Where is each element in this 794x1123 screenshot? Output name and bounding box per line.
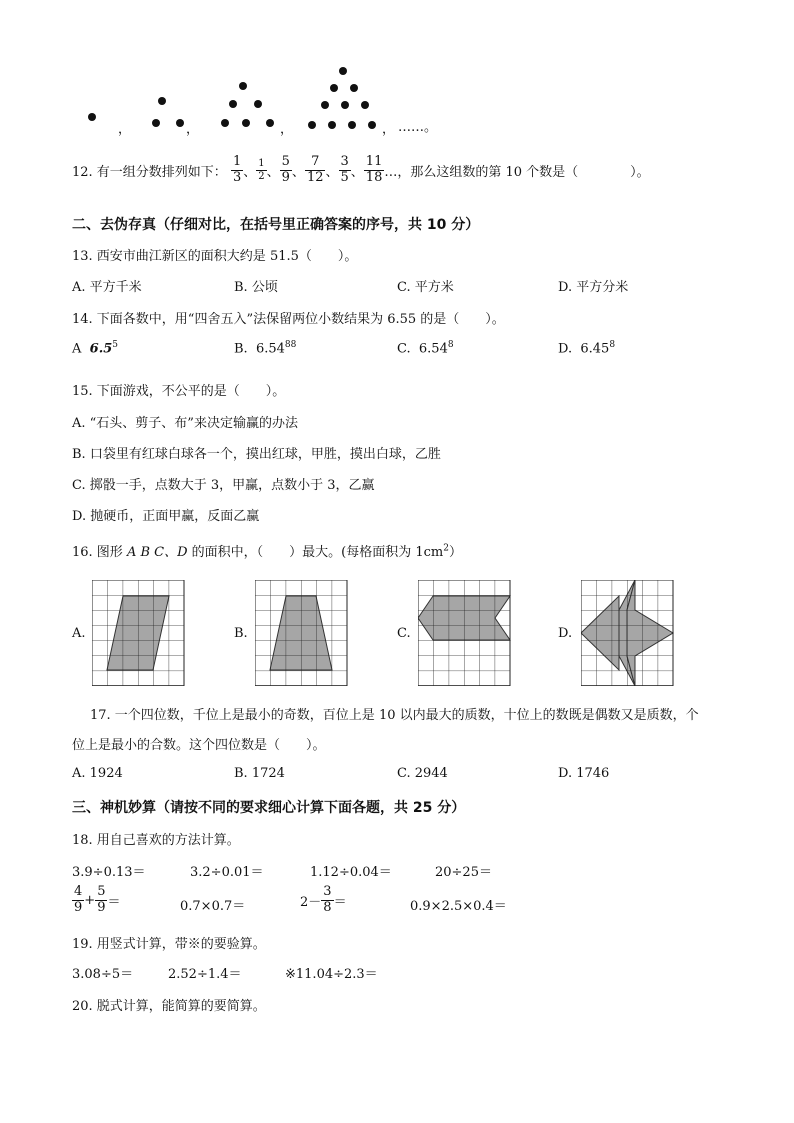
fraction: $\frac{5}{9}$ (281, 154, 290, 185)
q17-line-1: 17. 一个四位数，千位上是最小的奇数，百位上是 10 以内最大的质数，十位上的数既是偶数又是质数，个 (90, 708, 699, 723)
q19-expr-3: ※11.04÷2.3＝ (285, 967, 378, 982)
q18-stem: 18. 用自己喜欢的方法计算。 (72, 833, 240, 848)
q13-option-c: C. 平方米 (397, 280, 454, 295)
figure-label-c: C. (397, 626, 411, 641)
ellipsis: ……。 (398, 120, 438, 135)
fraction: $\frac{3}{5}$ (340, 154, 349, 185)
q19-expr-2: 2.52÷1.4＝ (168, 967, 242, 982)
section-3-title: 三、神机妙算（请按不同的要求细心计算下面各题，共 25 分） (72, 800, 466, 816)
q18-expr-5: $\frac{4}{9}$ + $\frac{5}{9}$ ＝ (74, 884, 121, 915)
q20-stem: 20. 脱式计算，能简算的要简算。 (72, 999, 266, 1014)
q15-option-a: A. “石头、剪子、布”来决定输赢的办法 (72, 416, 298, 431)
q17-option-c: C. 2944 (397, 766, 448, 781)
q15-option-d: D. 抛硬币，正面甲赢，反面乙赢 (72, 509, 260, 524)
q18-expr-7: 2－ $\frac{3}{8}$ ＝ (300, 884, 347, 915)
q18-expr-8: 0.9×2.5×0.4＝ (410, 899, 507, 914)
q12-prefix: 12. 有一组分数排列如下： (72, 164, 227, 180)
comma-1: ， (118, 122, 132, 137)
q13-stem: 13. 西安市曲江新区的面积大约是 51.5（ ）。 (72, 249, 358, 264)
fraction: $\frac{1}{2}$ (258, 158, 265, 182)
fraction: $\frac{1}{3}$ (232, 154, 242, 185)
q15-stem: 15. 下面游戏，不公平的是（ ）。 (72, 384, 286, 399)
figure-label-d: D. (558, 626, 573, 641)
q18-expr-4: 20÷25＝ (435, 865, 492, 880)
q15-option-c: C. 掷骰一手，点数大于 3，甲赢，点数小于 3，乙赢 (72, 478, 375, 493)
figure-d-arrow (581, 580, 674, 686)
q13-option-b: B. 公顷 (234, 280, 278, 295)
q14-stem: 14. 下面各数中，用“四舍五入”法保留两位小数结果为 6.55 的是（ ）。 (72, 312, 505, 327)
q18-expr-1: 3.9÷0.13＝ (72, 865, 146, 880)
comma-2: ， (186, 122, 200, 137)
figure-a-parallelogram (92, 580, 185, 686)
fraction: $\frac{11}{18}$ (365, 154, 383, 185)
comma-3: ， (280, 122, 294, 137)
q14-option-c: C. 6.54$^8$ (397, 340, 454, 357)
figure-label-a: A. (72, 626, 86, 641)
fraction: $\frac{7}{12}$ (306, 154, 324, 185)
q14-option-a: A $6.5^5$ (72, 340, 119, 357)
figure-label-b: B. (234, 626, 248, 641)
q15-option-b: B. 口袋里有红球白球各一个，摸出红球，甲胜，摸出白球，乙胜 (72, 447, 441, 462)
q12-suffix: …，那么这组数的第 10 个数是（ ）。 (384, 164, 650, 180)
q13-option-d: D. 平方分米 (558, 280, 629, 295)
q16-stem: 16. 图形 A B C、D 的面积中，（ ）最大。(每格面积为 $1cm^2$） (72, 543, 463, 560)
q18-expr-6: 0.7×0.7＝ (180, 899, 246, 914)
comma-4: ， (382, 122, 396, 137)
q17-option-d: D. 1746 (558, 766, 610, 781)
figure-c-hexagon (418, 580, 511, 686)
q19-stem: 19. 用竖式计算，带※的要验算。 (72, 937, 266, 952)
figure-b-trapezoid (255, 580, 348, 686)
question-12: 12. 有一组分数排列如下： $\frac{1}{3}$ 、 $\frac{1}{2}$ 、 $\frac{5}{9}$ 、 $\frac{7}{12}$ 、 $\frac{3}{5}$ 、 $\frac{11}{18}$ …，那么这组数的第 10 个数是（ ）。 (72, 154, 650, 185)
q18-expr-3: 1.12÷0.04＝ (310, 865, 392, 880)
q14-option-d: D. 6.45$^8$ (558, 340, 616, 357)
q18-expr-2: 3.2÷0.01＝ (190, 865, 264, 880)
q14-option-b: B. 6.54$^{88}$ (234, 340, 297, 357)
q19-expr-1: 3.08÷5＝ (72, 967, 134, 982)
q17-option-b: B. 1724 (234, 766, 285, 781)
section-2-title: 二、去伪存真（仔细对比，在括号里正确答案的序号，共 10 分） (72, 217, 480, 233)
q17-option-a: A. 1924 (72, 766, 123, 781)
q13-option-a: A. 平方千米 (72, 280, 142, 295)
q17-line-2: 位上是最小的合数。这个四位数是（ ）。 (72, 738, 326, 753)
